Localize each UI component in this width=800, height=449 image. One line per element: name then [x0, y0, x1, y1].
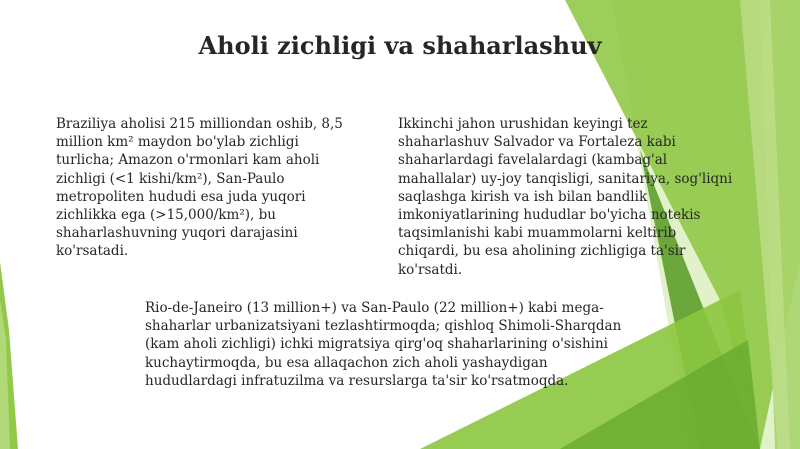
paragraph-population-density: Braziliya aholisi 215 milliondan oshib, 8,5 million km² maydon bo'ylab zichligi turlicha; Amazon o'rmonlari kam aholi zichligi (<1 kishi/km²), San-Paulo metropoliten hududi esa juda yuqori zichlikka ega (>15,000/km²), bu shaharlashuvning yuqori darajasini ko'rsatadi. — [56, 116, 343, 260]
paragraph-megacities: Rio-de-Janeiro (13 million+) va San-Paulo (22 million+) kabi mega- shaharlar urbanizatsiyani tezlashtirmoqda; qishloq Shimoli-Sharqdan (kam aholi zichligi) ichki migratsiya qirg'oq shaharlarining o'sishini kuchaytirmoqda, bu esa allaqachon zich aholi yashaydigan hududlardagi infratuzilma va resurslarga ta'sir ko'rsatmoqda. — [145, 300, 622, 389]
slide-title: Aholi zichligi va shaharlashuv — [198, 31, 602, 60]
paragraph-urbanization-problems: Ikkinchi jahon urushidan keyingi tez shaharlashuv Salvador va Fortaleza kabi shaharlardagi favelalardagi (kambag'al mahallalar) uy-joy tanqisligi, sanitariya, sog'liqni saqlashga kirish va ish bilan bandlik imkoniyatlarining hududlar bo'yicha notekis taqsimlanishi kabi muammolarni keltirib chiqardi, bu esa aholining zichligiga ta'sir ko'rsatdi. — [398, 116, 733, 278]
